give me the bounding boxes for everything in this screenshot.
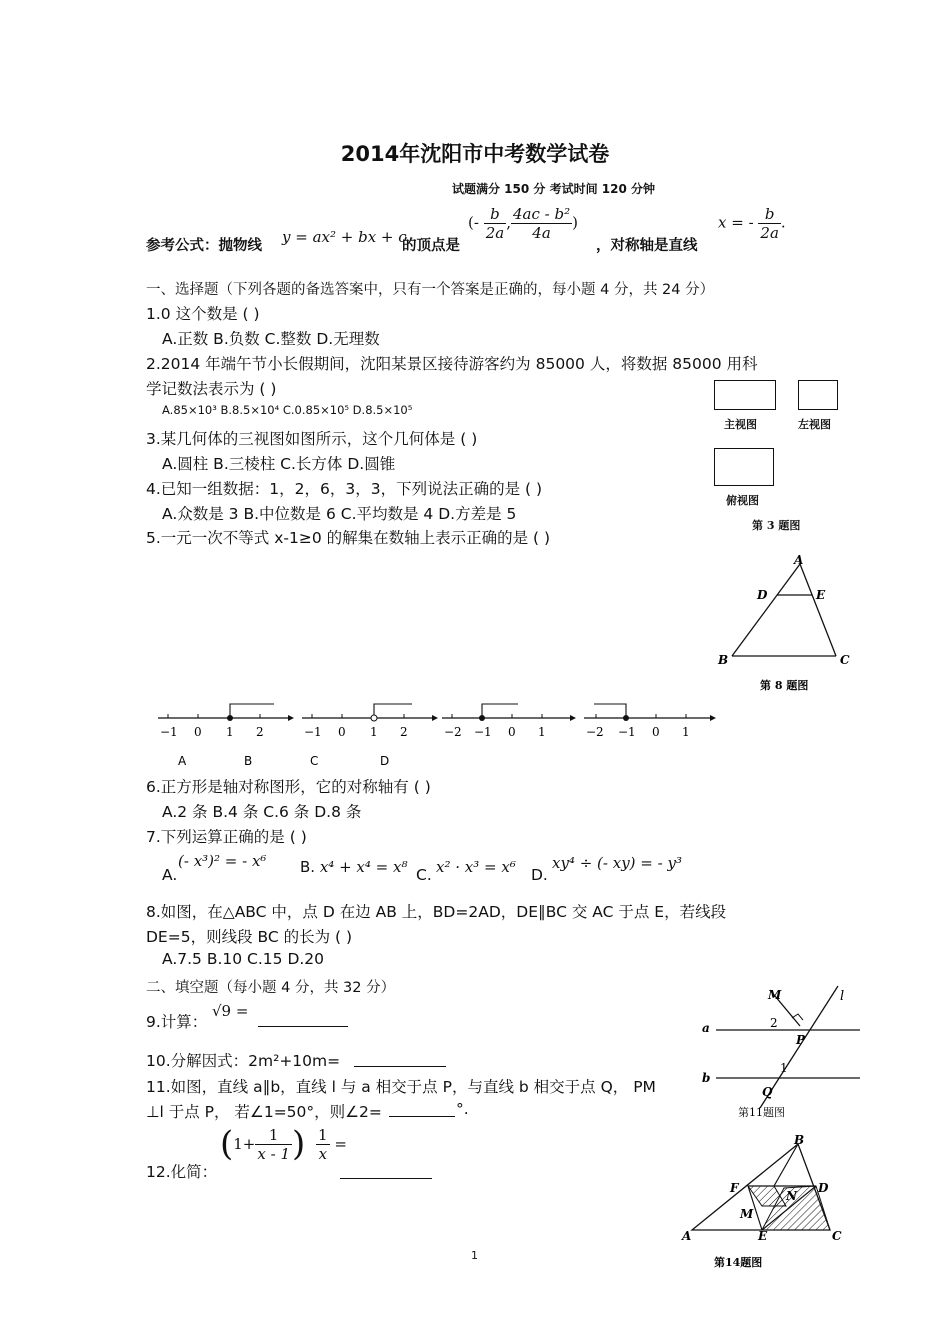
axis-end: .: [780, 213, 786, 232]
fig11-label-m: M: [768, 988, 782, 1002]
q9-prefix: 9.计算：: [146, 1013, 208, 1031]
fig8-caption: 第 8 题图: [760, 679, 809, 692]
formula-parabola: y = ax² + bx + c: [282, 228, 407, 246]
q10-text: 10.分解因式：2m²+10m=: [146, 1052, 341, 1070]
formula-prefix: 参考公式：抛物线: [146, 238, 262, 254]
fig3-caption: 第 3 题图: [752, 519, 801, 532]
numberline-c-tick1: −2: [444, 725, 462, 739]
q12-one: 1+: [233, 1135, 256, 1153]
formula-axis: [718, 205, 786, 242]
section1-heading: 一、选择题（下列各题的备选答案中，只有一个答案是正确的，每小题 4 分，共 24 分）: [146, 282, 715, 298]
fig3-left-view-box: [798, 380, 838, 410]
fig11-label-q: Q: [762, 1085, 773, 1099]
numberline-b-label: B: [244, 754, 253, 768]
fig14-label-m: M: [740, 1207, 754, 1221]
formula-axis-text: ，对称轴是直线: [596, 238, 698, 254]
fig14-label-d: D: [818, 1181, 829, 1195]
q11-line2: ⊥l 于点 P， 若∠1=50°，则∠2=: [146, 1103, 382, 1121]
fig8-label-c: C: [840, 653, 850, 667]
axis-num: b: [758, 205, 781, 224]
fig11-label-b: b: [702, 1071, 711, 1085]
numberline-b-tick4: 2: [400, 725, 408, 739]
q2-stem-line2: 学记数法表示为 ( ): [146, 380, 277, 398]
q7-option-b-math: x⁴ + x⁴ = x⁸: [319, 858, 408, 876]
q12-prefix: 12.化简：: [146, 1163, 218, 1181]
fig11-parallel-lines: [696, 982, 866, 1122]
q9-answer-blank[interactable]: [258, 1026, 348, 1027]
q1-options: A.正数 B.负数 C.整数 D.无理数: [162, 330, 380, 348]
q12-math: [220, 1124, 347, 1164]
numberline-d-label: D: [380, 754, 390, 768]
fig3-left-label: 左视图: [798, 418, 831, 431]
q5-stem: 5.一元一次不等式 x-1≥0 的解集在数轴上表示正确的是 ( ): [146, 529, 551, 547]
vertex-close: ): [572, 213, 578, 232]
numberline-b-tick1: −1: [304, 725, 322, 739]
q12-paren-close: ): [292, 1124, 306, 1164]
q11-line1: 11.如图，直线 a∥b，直线 l 与 a 相交于点 P，与直线 b 相交于点 Q， PM: [146, 1078, 656, 1096]
q1-stem: 1.0 这个数是 ( ): [146, 305, 260, 323]
q4-options: A.众数是 3 B.中位数是 6 C.平均数是 4 D.方差是 5: [162, 505, 517, 523]
section2-heading: 二、填空题（每小题 4 分，共 32 分）: [146, 980, 396, 996]
q8-stem-line1: 8.如图，在△ABC 中，点 D 在边 AB 上，BD=2AD，DE∥BC 交 AC 于点 E，若线段: [146, 903, 727, 921]
page-title: 2014年沈阳市中考数学试卷: [340, 142, 610, 166]
q8-options: A.7.5 B.10 C.15 D.20: [162, 950, 325, 968]
q3-options: A.圆柱 B.三棱柱 C.长方体 D.圆锥: [162, 455, 396, 473]
fig11-label-p: P: [796, 1033, 806, 1047]
numberline-d-tick1: −2: [586, 725, 604, 739]
vertex-num1: b: [484, 205, 507, 224]
fig11-label-a: a: [702, 1021, 710, 1035]
fig14-caption: 第14题图: [714, 1256, 763, 1269]
q7-option-d-math: xy⁴ ÷ (- xy) = - y³: [552, 854, 682, 872]
axis-den: 2a: [760, 224, 779, 242]
q10-answer-blank[interactable]: [354, 1066, 446, 1067]
q7-option-b-label: B.: [300, 858, 316, 876]
q3-stem: 3.某几何体的三视图如图所示，这个几何体是 ( ): [146, 430, 478, 448]
fig8-label-a: A: [794, 553, 804, 567]
fig8-triangle: [712, 550, 862, 696]
q2-options: A.85×10³ B.8.5×10⁴ C.0.85×10⁵ D.8.5×10⁵: [162, 403, 413, 417]
exam-subtitle: 试题满分 150 分 考试时间 120 分钟: [452, 182, 655, 196]
numberline-c-tick2: −1: [474, 725, 492, 739]
q11-end: °.: [456, 1100, 469, 1118]
q12-eq: =: [334, 1135, 347, 1153]
q7-option-d-label: D.: [531, 866, 548, 884]
vertex-den2: 4a: [532, 224, 551, 242]
fig3-front-view-box: [714, 380, 776, 410]
q12-num2: 1: [318, 1125, 328, 1144]
numberline-d-tick3: 0: [652, 725, 660, 739]
q11-answer-blank[interactable]: [389, 1116, 455, 1117]
fig14-figure: [678, 1134, 858, 1274]
q12-num: 1: [255, 1126, 292, 1145]
q9-math: √9 =: [212, 1002, 249, 1020]
fig3-top-label: 俯视图: [726, 494, 759, 507]
fig8-side-ac: [800, 564, 836, 656]
fig14-label-a: A: [682, 1229, 692, 1243]
q8-stem-line2: DE=5，则线段 BC 的长为 ( ): [146, 928, 353, 946]
numberline-a-tick3: 1: [226, 725, 234, 739]
fig11-label-2: 2: [770, 1016, 778, 1030]
fig8-label-b: B: [718, 653, 729, 667]
q5-number-lines: [150, 696, 730, 771]
numberline-d[interactable]: [380, 704, 716, 768]
q7-option-c-math: x² · x³ = x⁶: [436, 858, 516, 876]
page-number: 1: [471, 1249, 478, 1262]
fig8-label-d: D: [757, 588, 768, 602]
fig14-label-b: B: [794, 1134, 805, 1147]
fig11-label-l: l: [840, 989, 845, 1004]
q2-stem-line1: 2.2014 年端午节小长假期间，沈阳某景区接待游客约为 85000 人，将数据 85000 用科: [146, 355, 758, 373]
numberline-c-label: C: [310, 754, 319, 768]
q12-den2: x: [318, 1144, 328, 1163]
q7-option-c-label: C.: [416, 866, 432, 884]
numberline-a-tick4: 2: [256, 725, 264, 739]
fig8-label-e: E: [816, 588, 826, 602]
q6-options: A.2 条 B.4 条 C.6 条 D.8 条: [162, 803, 362, 821]
q7-stem: 7.下列运算正确的是 ( ): [146, 828, 307, 846]
fig11-label-1: 1: [780, 1061, 788, 1075]
vertex-comma: ,: [506, 213, 511, 232]
numberline-b-tick2: 0: [338, 725, 346, 739]
numberline-a-tick1: −1: [160, 725, 178, 739]
q12-den: x - 1: [257, 1144, 290, 1163]
numberline-c[interactable]: [310, 704, 576, 768]
q12-answer-blank[interactable]: [340, 1178, 432, 1179]
numberline-c-tick4: 1: [538, 725, 546, 739]
q12-paren-open: (: [220, 1124, 234, 1164]
axis-lhs: x = -: [718, 213, 754, 232]
q7-option-a-math: (- x³)² = - x⁶: [178, 852, 267, 870]
vertex-num2: 4ac - b²: [512, 205, 571, 223]
q6-stem: 6.正方形是轴对称图形，它的对称轴有 ( ): [146, 778, 431, 796]
fig11-caption: 第11题图: [738, 1106, 785, 1119]
q7-option-b: [300, 858, 407, 876]
numberline-a[interactable]: [158, 704, 294, 768]
numberline-d-tick2: −1: [618, 725, 636, 739]
fig14-label-f: F: [730, 1181, 739, 1195]
fig14-label-c: C: [832, 1229, 842, 1243]
fig14-label-n: N: [786, 1189, 797, 1203]
q7-option-a-label: A.: [162, 866, 178, 884]
vertex-open: (-: [468, 213, 479, 232]
q4-stem: 4.已知一组数据：1，2，6，3，3，下列说法正确的是 ( ): [146, 480, 543, 498]
vertex-den1: 2a: [485, 224, 505, 242]
fig14-label-e: E: [758, 1229, 768, 1243]
numberline-a-tick2: 0: [194, 725, 202, 739]
fig8-side-ab: [732, 564, 800, 656]
numberline-b[interactable]: [244, 704, 438, 768]
numberline-b-tick3: 1: [370, 725, 378, 739]
fig3-front-label: 主视图: [724, 418, 757, 431]
fig14-segment-b: [774, 1144, 798, 1186]
numberline-c-tick3: 0: [508, 725, 516, 739]
numberline-d-tick4: 1: [682, 725, 690, 739]
numberline-a-label: A: [178, 754, 187, 768]
formula-vertex: [468, 205, 578, 242]
fig3-top-view-box: [714, 448, 774, 486]
formula-mid: 的顶点是: [402, 238, 460, 254]
